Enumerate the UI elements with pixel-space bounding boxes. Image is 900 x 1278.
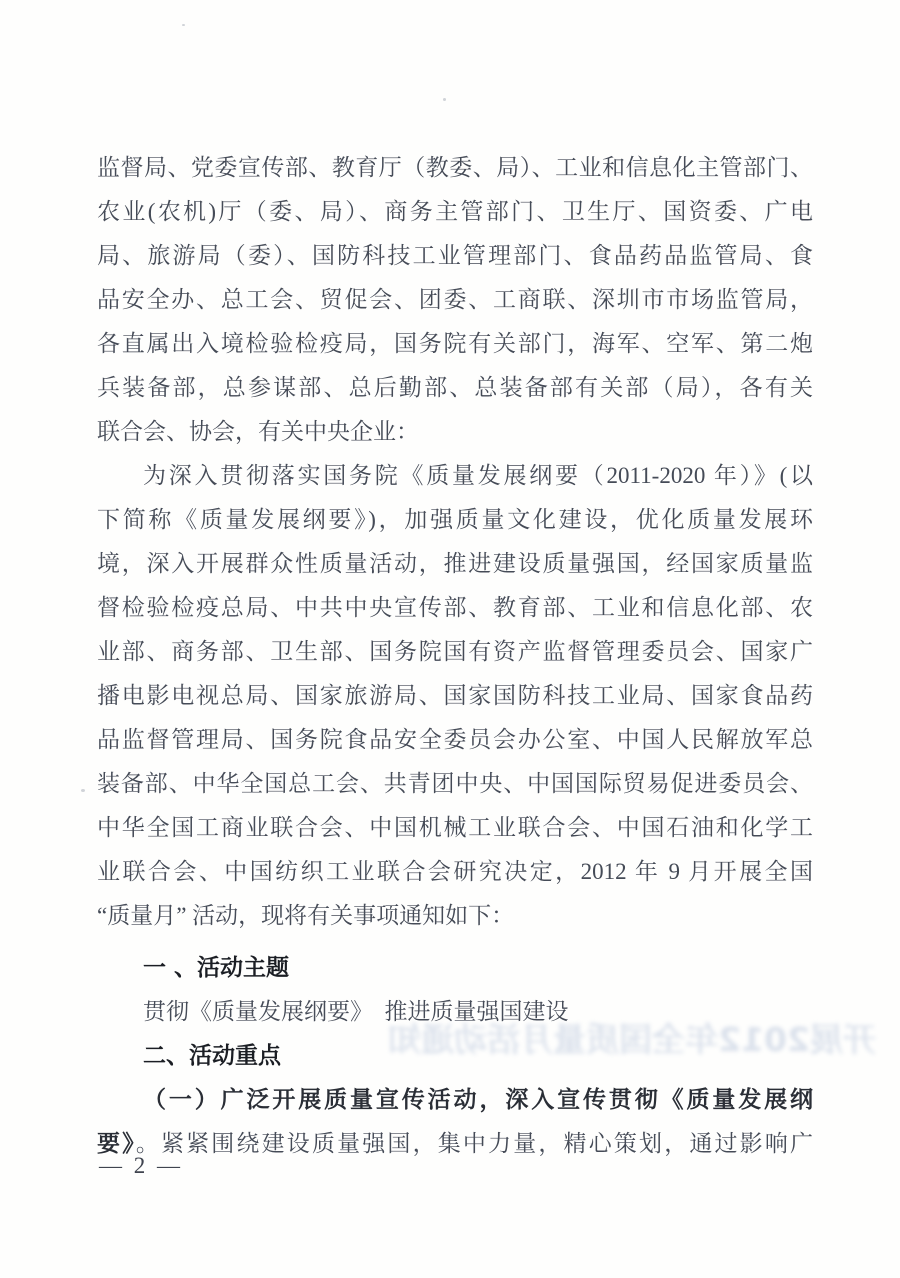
text-line: 装备部、中华全国总工会、共青团中央、中国国际贸易促进委员会、 (97, 771, 813, 796)
theme-line: 贯彻《质量发展纲要》 推进质量强国建设 (143, 999, 569, 1024)
text-line: 兵装备部，总参谋部、总后勤部、总装备部有关部（局），各有关 (97, 375, 813, 400)
text-line: 督检验检疫总局、中共中央宣传部、教育部、工业和信息化部、农 (97, 595, 813, 620)
scan-speck (182, 24, 185, 26)
text-line: 播电影电视总局、国家旅游局、国家国防科技工业局、国家食品药 (97, 683, 813, 708)
text-line: 业部、商务部、卫生部、国务院国有资产监督管理委员会、国家广 (97, 639, 813, 664)
text-line: 农业(农机)厅（委、局）、商务主管部门、卫生厅、国资委、广电 (97, 199, 813, 224)
text-line: 中华全国工商业联合会、中国机械工业联合会、中国石油和化学工 (97, 815, 813, 840)
text-line: 各直属出入境检验检疫局，国务院有关部门，海军、空军、第二炮 (97, 331, 813, 356)
text-line: 局、旅游局（委）、国防科技工业管理部门、食品药品监管局、食 (97, 243, 813, 268)
page-number: — 2 — (99, 1153, 183, 1178)
item-1-line-1: （一）广泛开展质量宣传活动，深入宣传贯彻《质量发展纲 (143, 1087, 813, 1112)
text-line: 下简称《质量发展纲要》)，加强质量文化建设，优化质量发展环 (97, 507, 813, 532)
text-line: “质量月” 活动，现将有关事项通知如下： (97, 903, 515, 928)
section-heading-2: 二、活动重点 (143, 1043, 281, 1069)
section-heading-1: 一 、活动主题 (143, 955, 290, 981)
item-1-line-2-bold-part: 要》 (97, 1131, 136, 1156)
text-line: 境，深入开展群众性质量活动，推进建设质量强国，经国家质量监 (97, 551, 813, 576)
item-1-line-2-regular-part: 。紧紧围绕建设质量强国，集中力量，精心策划，通过影响广 (135, 1131, 814, 1156)
text-line: 监督局、党委宣传部、教育厅（教委、局）、工业和信息化主管部门、 (97, 155, 813, 180)
bleed-through-artifact: 开展2012年全国质量月活动通知 (388, 1020, 876, 1059)
text-line: 为深入贯彻落实国务院《质量发展纲要（2011-2020 年）》(以 (143, 463, 813, 488)
text-line: 联合会、协会，有关中央企业： (97, 419, 419, 444)
document-body (97, 146, 813, 1166)
text-line: 业联合会、中国纺织工业联合会研究决定，2012 年 9 月开展全国 (97, 859, 813, 884)
text-line: 品安全办、总工会、贸促会、团委、工商联、深圳市市场监管局， (97, 287, 813, 312)
scan-speck (81, 789, 85, 792)
text-line: 品监督管理局、国务院食品安全委员会办公室、中国人民解放军总 (97, 727, 813, 752)
scan-speck (443, 98, 446, 101)
item-1-line-2 (97, 1122, 813, 1166)
